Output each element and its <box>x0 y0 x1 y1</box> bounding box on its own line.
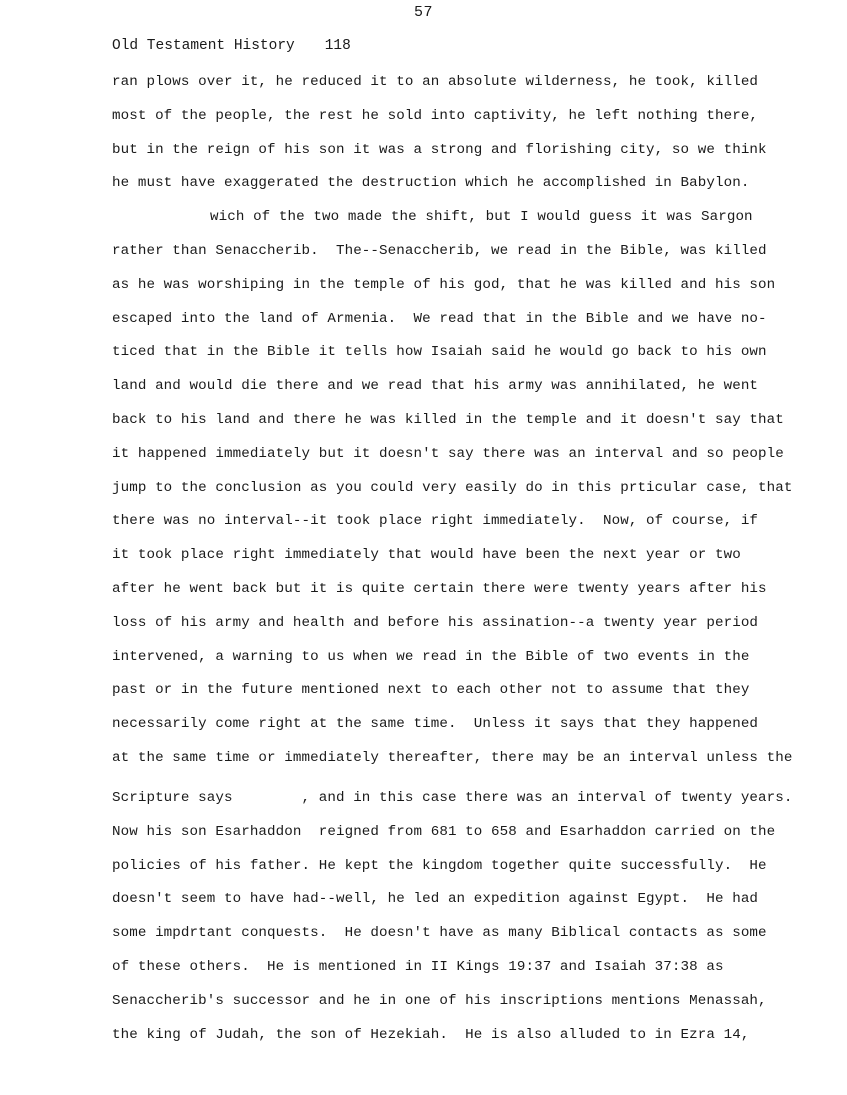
running-head-title: Old Testament History <box>112 38 295 54</box>
text-line: Now his son Esarhaddon reigned from 681 to 658 and Esarhaddon carried on the <box>112 823 776 840</box>
text-line: he must have exaggerated the destruction which he accomplished in Babylon. <box>112 175 750 192</box>
text-line: back to his land and there he was killed in the temple and it doesn't say that <box>112 411 784 428</box>
text-line: escaped into the land of Armenia. We read that in the Bible and we have no- <box>112 310 767 327</box>
text-line: the king of Judah, the son of Hezekiah. He is also alluded to in Ezra 14, <box>112 1026 750 1043</box>
text-line: at the same time or immediately thereafter, there may be an interval unless the <box>112 749 793 766</box>
text-line: Senaccherib's successor and he in one of his inscriptions mentions Menassah, <box>112 992 767 1009</box>
text-line: as he was worshiping in the temple of his god, that he was killed and his son <box>112 276 776 293</box>
text-line: ticed that in the Bible it tells how Isaiah said he would go back to his own <box>112 344 767 361</box>
text-line: there was no interval--it took place right immediately. Now, of course, if <box>112 513 759 530</box>
text-line: rather than Senaccherib. The--Senaccherib, we read in the Bible, was killed <box>112 242 767 259</box>
text-line: policies of his father. He kept the kingdom together quite successfully. He <box>112 857 767 874</box>
page-number: 57 <box>413 4 433 21</box>
running-head-reference: 118 <box>324 38 351 54</box>
text-line: ran plows over it, he reduced it to an absolute wilderness, he took, killed <box>112 74 759 90</box>
text-line: it happened immediately but it doesn't say there was an interval and so people <box>112 445 784 462</box>
running-head <box>112 38 351 54</box>
text-line: but in the reign of his son it was a strong and florishing city, so we think <box>112 141 767 158</box>
body-text <box>112 72 802 1058</box>
text-line: most of the people, the rest he sold into captivity, he left nothing there, <box>112 107 759 124</box>
text-line: it took place right immediately that would have been the next year or two <box>112 547 741 564</box>
text-line-paragraph-start: wich of the two made the shift, but I would guess it was Sargon <box>210 209 753 226</box>
text-line: doesn't seem to have had--well, he led an expedition against Egypt. He had <box>112 891 759 908</box>
text-line: some impdrtant conquests. He doesn't have as many Biblical contacts as some <box>112 925 767 942</box>
text-line: intervened, a warning to us when we read in the Bible of two events in the <box>112 648 750 665</box>
text-line: of these others. He is mentioned in II Kings 19:37 and Isaiah 37:38 as <box>112 958 724 975</box>
text-line: land and would die there and we read that his army was annihilated, he went <box>112 378 759 395</box>
text-line: after he went back but it is quite certain there were twenty years after his <box>112 580 767 597</box>
text-line: jump to the conclusion as you could very easily do in this prticular case, that <box>112 479 793 496</box>
text-line: Scripture says , and in this case there was an interval of twenty years. <box>112 789 793 806</box>
text-line: necessarily come right at the same time. Unless it says that they happened <box>112 716 759 733</box>
text-line: loss of his army and health and before his assination--a twenty year period <box>112 614 759 631</box>
text-line: past or in the future mentioned next to each other not to assume that they <box>112 682 750 699</box>
